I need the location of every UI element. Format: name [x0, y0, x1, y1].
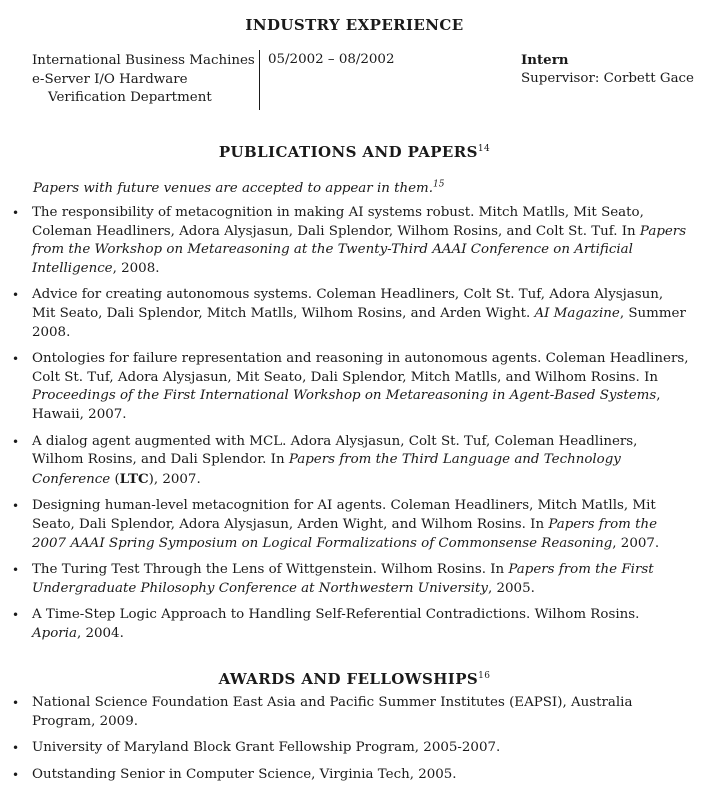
experience-dates: 05/2002 – 08/2002 — [268, 52, 395, 67]
award-text: National Science Foundation East Asia and Pacific Summer Institutes (EAPSI), Australia Program, 2009. — [32, 695, 633, 729]
industry-heading-text: INDUSTRY EXPERIENCE — [245, 16, 464, 34]
bullet-icon: • — [12, 499, 20, 514]
publication-tail: , 2008. — [112, 260, 160, 276]
industry-heading — [0, 16, 709, 34]
publication-item — [0, 561, 709, 598]
footnote-marker: 16 — [478, 671, 491, 681]
publication-venue: Papers from the Third Language and Technology Conference — [32, 452, 621, 487]
publication-tail: , 2007. — [612, 535, 660, 551]
footnote-marker: 15 — [433, 179, 445, 190]
bullet-icon: • — [12, 741, 20, 756]
publication-tail: , 2007. — [153, 471, 201, 487]
publication-tail: , 2004. — [76, 625, 124, 641]
publication-item — [0, 286, 709, 342]
publications-heading — [0, 143, 709, 161]
publication-text: The responsibility of metacognition in making AI systems robust. Mitch Matlls, Mit Seato, Coleman Headliners, Adora Alysjasun, Dali Splendor, Wilhom Rosins, and Colt St. Tuf. In — [32, 205, 644, 239]
publication-text: A Time-Step Logic Approach to Handling Self-Referential Contradictions. Wilhom Rosins. — [32, 607, 640, 623]
publication-item — [0, 433, 709, 490]
publication-text: Ontologies for failure representation and reasoning in autonomous agents. Coleman Headliners, Colt St. Tuf, Adora Alysjasun, Mit Seato, Dali Splendor, Mitch Matlls, and Wilhom Rosins. In — [32, 351, 689, 385]
publication-venue-paren: ( — [110, 471, 120, 487]
experience-organization — [32, 52, 255, 108]
publication-item — [0, 606, 709, 643]
publications-list — [0, 204, 709, 651]
publication-item — [0, 497, 709, 553]
awards-list — [0, 694, 709, 792]
column-divider — [259, 50, 260, 110]
bullet-icon: • — [12, 767, 20, 782]
bullet-icon: • — [12, 434, 20, 449]
awards-heading-text: AWARDS AND FELLOWSHIPS — [218, 670, 479, 688]
bullet-icon: • — [12, 352, 20, 367]
bullet-icon: • — [12, 563, 20, 578]
org-line: International Business Machines — [32, 53, 255, 68]
bullet-icon: • — [12, 206, 20, 220]
publications-note-text: Papers with future venues are accepted to appear in them. — [33, 181, 433, 196]
publication-tail: , 2005. — [488, 580, 535, 596]
publication-venue: Papers from the Workshop on Metareasoning at the Twenty-Third AAAI Conference on Artificial Intelligence — [32, 223, 687, 276]
publications-heading-text: PUBLICATIONS AND PAPERS — [218, 143, 478, 161]
footnote-marker: 14 — [477, 144, 491, 154]
award-text: University of Maryland Block Grant Fellowship Program, 2005-2007. — [32, 740, 501, 756]
bullet-icon: • — [12, 608, 20, 623]
publication-venue-paren: ) — [148, 471, 154, 487]
experience-supervisor: Supervisor: Corbett Gace — [521, 71, 694, 86]
publication-item — [0, 204, 709, 278]
publication-item — [0, 350, 709, 424]
award-item — [0, 739, 709, 758]
publication-venue: Papers from the First Undergraduate Philosophy Conference at Northwestern University — [32, 562, 654, 596]
publication-venue: Aporia — [32, 625, 77, 641]
publication-text: The Turing Test Through the Lens of Wittgenstein. Wilhom Rosins. In — [32, 562, 509, 578]
org-line: e-Server I/O Hardware — [32, 71, 188, 87]
experience-role: Intern — [521, 52, 569, 68]
bullet-icon: • — [12, 288, 20, 303]
publication-text: Designing human-level metacognition for AI agents. Coleman Headliners, Mitch Matlls, Mit Seato, Dali Splendor, Adora Alysjasun, Arden Wight, and Wilhom Rosins. In — [32, 498, 656, 532]
awards-heading — [0, 670, 709, 688]
award-text: Outstanding Senior in Computer Science, Virginia Tech, 2005. — [32, 766, 457, 782]
award-item — [0, 694, 709, 731]
publications-note — [33, 181, 444, 196]
publication-text: Advice for creating autonomous systems. Coleman Headliners, Colt St. Tuf, Adora Alysjasun, Mit Seato, Dali Splendor, Mitch Matlls, Wilhom Rosins, and Arden Wight. — [32, 287, 664, 321]
publication-venue: Papers from the 2007 AAAI Spring Symposium on Logical Formalizations of Commonsense Reasoning — [32, 516, 658, 551]
publication-tail: , Summer 2008. — [32, 305, 686, 340]
publication-text: A dialog agent augmented with MCL. Adora Alysjasun, Colt St. Tuf, Coleman Headliners, Wilhom Rosins, and Dali Splendor. In — [32, 433, 638, 468]
publication-venue: AI Magazine — [534, 305, 620, 321]
org-line: Verification Department — [48, 90, 212, 105]
publication-venue: Proceedings of the First International Workshop on Metareasoning in Agent-Based Systems — [32, 388, 657, 404]
bullet-icon: • — [12, 696, 20, 710]
award-item — [0, 766, 709, 785]
publication-venue-acronym: LTC — [119, 470, 149, 487]
publication-tail: , Hawaii, 2007. — [32, 388, 661, 422]
